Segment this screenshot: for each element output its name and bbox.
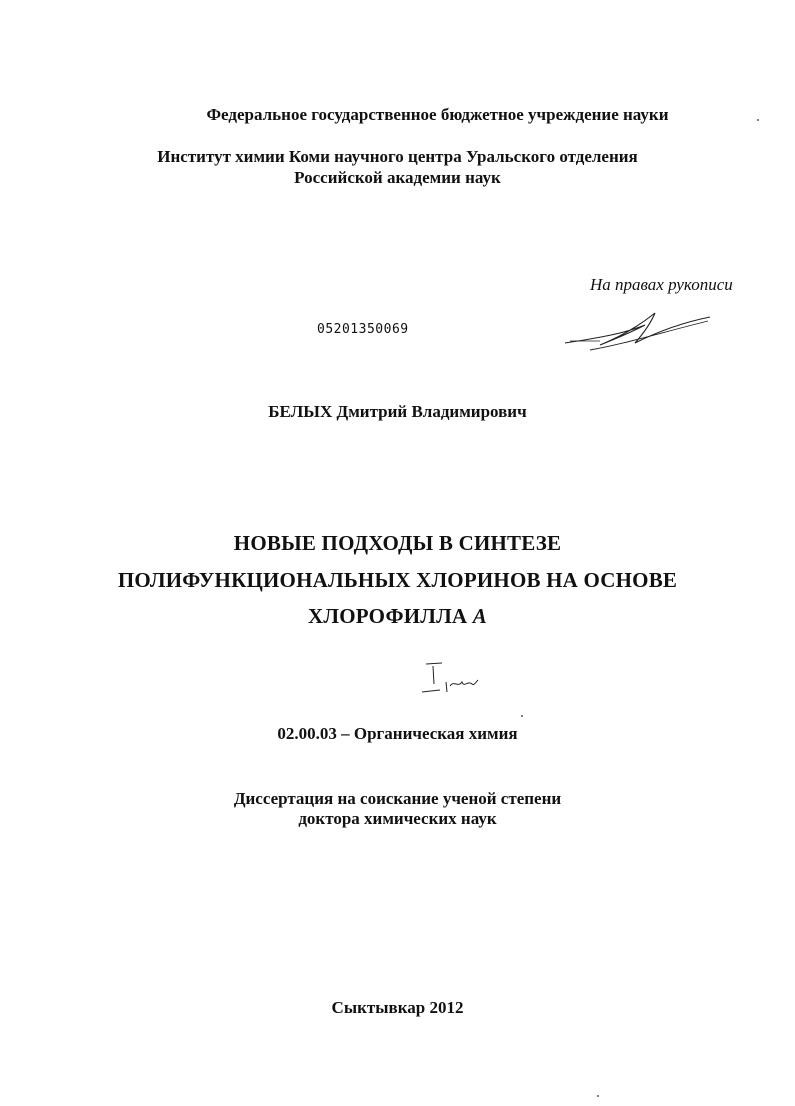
title-line-3 xyxy=(0,604,795,629)
institution-line-3: Российской академии наук xyxy=(294,168,501,187)
author-surname: БЕЛЫХ xyxy=(268,402,333,421)
title-line-3-main: ХЛОРОФИЛЛА xyxy=(308,604,468,628)
degree-line-1: Диссертация на соискание ученой степени xyxy=(233,789,562,808)
title-line-1: НОВЫЕ ПОДХОДЫ В СИНТЕЗЕ xyxy=(233,531,562,555)
institution-line-2: Институт химии Коми научного центра Уральского отделения xyxy=(157,147,638,166)
specialty: 02.00.03 – Органическая химия xyxy=(277,724,518,743)
scan-speck xyxy=(597,1095,599,1097)
author-name xyxy=(0,402,795,422)
scan-speck xyxy=(757,119,759,121)
scan-speck xyxy=(521,715,523,717)
title-line-3-suffix: А xyxy=(472,604,487,628)
author-signature xyxy=(560,295,720,355)
place-and-year: Сыктывкар 2012 xyxy=(331,998,464,1017)
handwritten-mark xyxy=(420,658,480,700)
institution-line-1: Федеральное государственное бюджетное учреждение науки xyxy=(206,105,669,124)
registration-code: 05201350069 xyxy=(317,322,409,337)
author-given-names: Дмитрий Владимирович xyxy=(336,402,527,421)
title-line-2: ПОЛИФУНКЦИОНАЛЬНЫХ ХЛОРИНОВ НА ОСНОВЕ xyxy=(117,568,678,592)
manuscript-rights-note: На правах рукописи xyxy=(590,275,733,294)
degree-line-2: доктора химических наук xyxy=(298,809,497,828)
